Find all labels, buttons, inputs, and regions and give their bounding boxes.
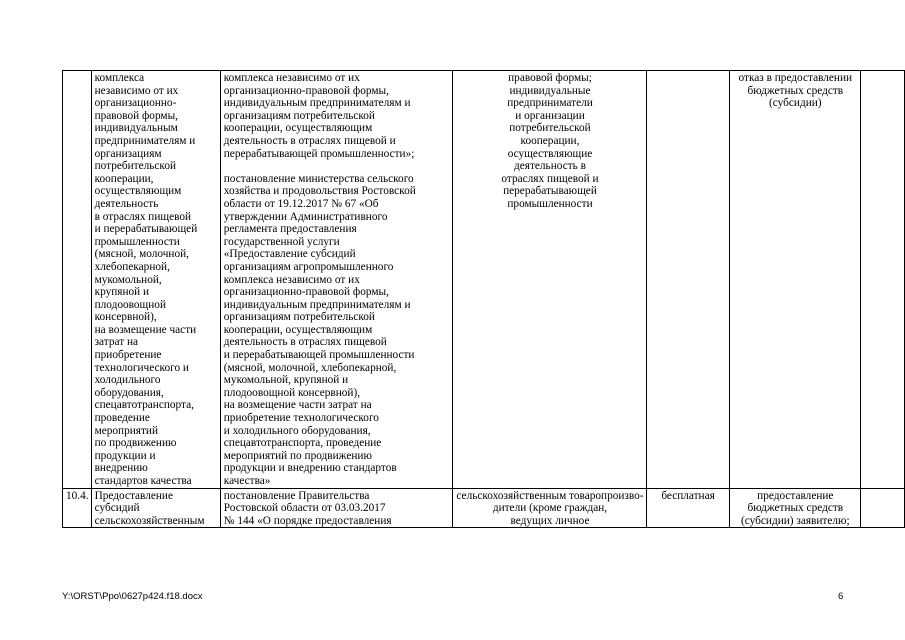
text-line: № 144 «О порядке предоставления — [223, 514, 392, 527]
text-line: области от 19.12.2017 № 67 «Об — [223, 197, 379, 210]
text-line: индивидуальным предпринимателям и — [223, 298, 411, 311]
text-line: кооперации, осуществляющим — [223, 323, 373, 336]
text-line: кооперации, осуществляющим — [223, 122, 373, 135]
text-line: потребительской — [509, 122, 591, 135]
text-line: (мясной, молочной, — [94, 248, 189, 261]
text-line: деятельность в — [514, 160, 586, 173]
text-line: (мясной, молочной, хлебопекарной, — [223, 361, 397, 374]
service-name-cell — [91, 71, 220, 489]
result-cell — [729, 71, 860, 489]
text-line: индивидуальные — [509, 84, 591, 97]
text-line: перерабатывающей — [503, 185, 597, 198]
legal-basis-cell — [220, 488, 453, 528]
table-row — [63, 71, 905, 489]
text-line: сельскохозяйственным товаропроизво- — [456, 489, 644, 502]
text-line: дители (кроме граждан, — [492, 502, 608, 515]
text-line: мероприятий по продвижению — [223, 449, 372, 462]
text-line: и перерабатывающей промышленности — [223, 349, 415, 362]
text-line: деятельность в отраслях пищевой и — [223, 134, 396, 147]
table-row — [63, 488, 905, 528]
recipients-cell — [453, 488, 646, 528]
text-line: мероприятий — [94, 424, 159, 437]
text-line: и перерабатывающей — [94, 223, 198, 236]
text-line: оборудования, — [94, 386, 164, 399]
text-line: на возмещение части затрат на — [223, 399, 372, 412]
legal-basis-part2 — [224, 173, 451, 488]
text-line: организациям потребительской — [223, 109, 375, 122]
text-line: и организации — [515, 109, 585, 122]
text-line: на возмещение части — [94, 323, 197, 336]
text-line: предоставление — [757, 489, 834, 502]
text-line: деятельность в отраслях пищевой — [223, 336, 387, 349]
text-line: стандартов качества — [94, 475, 192, 487]
fee-cell: бесплатная — [646, 488, 729, 528]
text-line: кооперации, — [94, 172, 154, 185]
text-line: спецавтотранспорта, проведение — [223, 437, 382, 450]
text-line: в отраслях пищевой — [94, 210, 192, 223]
text-line: плодоовощной — [94, 298, 166, 311]
text-line: организационно- — [94, 97, 177, 110]
text-line: и холодильного оборудования, — [223, 424, 371, 437]
text-line: консервной), — [94, 311, 157, 324]
text-line: проведение — [94, 412, 150, 425]
text-line: технологического и — [94, 361, 189, 374]
text-line: бюджетных средств — [747, 502, 844, 515]
service-name-cell — [91, 488, 220, 528]
text-line: приобретение технологического — [223, 412, 379, 425]
text-line: регламента предоставления — [223, 223, 357, 236]
text-line: крупяной и — [94, 286, 150, 299]
recipients-cell — [453, 71, 646, 489]
text-line: деятельность — [94, 197, 159, 210]
footer-file-path: Y:\ORST\Ppo\0627p424.f18.docx — [62, 591, 203, 602]
text-line: организациям потребительской — [223, 311, 375, 324]
text-line: продукции и внедрению стандартов — [223, 462, 397, 475]
empty-cell — [861, 71, 905, 489]
text-line: Предоставление — [94, 489, 173, 502]
text-line: осуществляющим — [94, 185, 182, 198]
result-cell — [729, 488, 860, 528]
text-line: (субсидии) — [769, 97, 822, 110]
text-line: потребительской — [94, 160, 177, 173]
text-line: комплекса независимо от их — [223, 273, 360, 286]
text-line: холодильного — [94, 374, 161, 387]
services-table — [62, 70, 905, 528]
text-line: ведущих личное — [510, 514, 590, 527]
text-line: затрат на — [94, 336, 139, 349]
text-line: промышленности — [507, 197, 593, 210]
text-line: сельскохозяйственным — [94, 514, 205, 527]
text-line: Ростовской области от 03.03.2017 — [223, 502, 386, 515]
text-line: хлебопекарной, — [94, 260, 170, 273]
text-line: (субсидии) заявителю; — [741, 514, 850, 527]
text-line: комплекса независимо от их — [223, 72, 360, 84]
text-line: кооперации, — [520, 134, 580, 147]
text-line: организациям агропромышленного — [223, 260, 394, 273]
text-line: хозяйства и продовольствия Ростовской — [223, 185, 416, 198]
fee-cell — [646, 71, 729, 489]
text-line: субсидий — [94, 502, 140, 515]
text-line: постановление Правительства — [223, 489, 370, 502]
text-line: организационно-правовой формы, — [223, 84, 389, 97]
text-line: приобретение — [94, 349, 162, 362]
text-line: правовой формы, — [94, 109, 178, 122]
text-line: перерабатывающей промышленности»; — [223, 147, 415, 160]
text-line: организационно-правовой формы, — [223, 286, 389, 299]
text-line: отказ в предоставлении — [738, 72, 853, 84]
text-line: спецавтотранспорта, — [94, 399, 194, 412]
footer-page-number: 6 — [838, 591, 844, 602]
text-line: по продвижению — [94, 437, 177, 450]
text-line: плодоовощной консервной), — [223, 386, 361, 399]
text-line: бюджетных средств — [747, 84, 844, 97]
text-line: комплекса — [94, 72, 145, 84]
row-number-cell: 10.4. — [63, 488, 92, 528]
text-line: государственной услуги — [223, 235, 340, 248]
text-line: внедрению — [94, 462, 148, 475]
text-line: утверждении Административного — [223, 210, 388, 223]
empty-cell — [861, 488, 905, 528]
text-line: предприниматели — [507, 97, 593, 110]
text-line: организациям — [94, 147, 162, 160]
text-line: продукции и — [94, 449, 156, 462]
text-line: индивидуальным — [94, 122, 178, 135]
text-line: промышленности — [94, 235, 180, 248]
text-line: качества» — [223, 475, 271, 487]
text-line: правовой формы; — [508, 72, 592, 84]
text-line: мукомольной, крупяной и — [223, 374, 349, 387]
row-number-cell — [63, 71, 92, 489]
text-line: «Предоставление субсидий — [223, 248, 356, 261]
legal-basis-cell — [220, 71, 453, 489]
text-line: осуществляющие — [507, 147, 593, 160]
text-line: независимо от их — [94, 84, 179, 97]
legal-basis-part1 — [224, 72, 451, 160]
text-line: индивидуальным предпринимателям и — [223, 97, 411, 110]
text-line: постановление министерства сельского — [223, 172, 414, 185]
text-line: мукомольной, — [94, 273, 162, 286]
text-line: отраслях пищевой и — [501, 172, 599, 185]
text-line: предпринимателям и — [94, 134, 196, 147]
